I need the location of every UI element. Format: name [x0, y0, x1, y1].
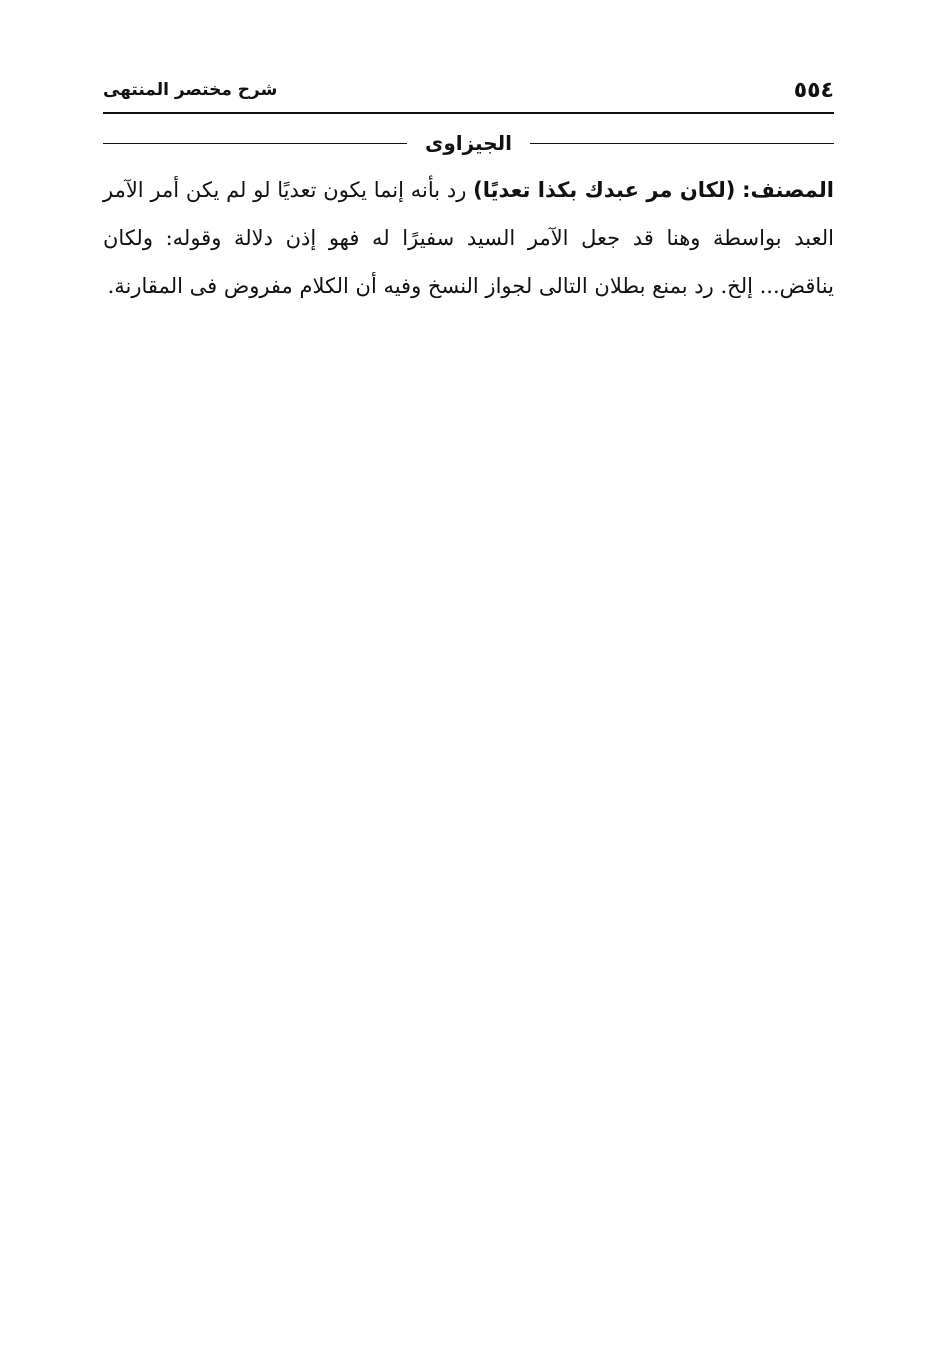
section-heading [103, 128, 834, 158]
lead-quote: (لكان مر عبدك بكذا تعديًا) [473, 178, 736, 202]
section-heading-rule-left [103, 143, 407, 144]
page-number: ٥٥٤ [793, 78, 834, 103]
running-header [103, 78, 834, 112]
commentary-paragraph [103, 166, 834, 310]
section-title: الجيزاوى [424, 131, 512, 155]
paragraph-text: رد بأنه إنما يكون تعديًا لو لم يكن أمر الآمر العبد بواسطة وهنا قد جعل الآمر السيد سفيرًا له فهو إذن دلالة وقوله: ولكان يناقض... إلخ. رد بمنع بطلان التالى لجواز النسخ وفيه أن الكلام مفروض فى المقارنة. [103, 178, 834, 298]
commentary-text [103, 166, 834, 310]
lead-label: المصنف: [742, 178, 834, 202]
header-divider [103, 112, 834, 114]
section-heading-rule-right [530, 143, 834, 144]
book-title: شرح مختصر المنتهى [103, 80, 278, 100]
